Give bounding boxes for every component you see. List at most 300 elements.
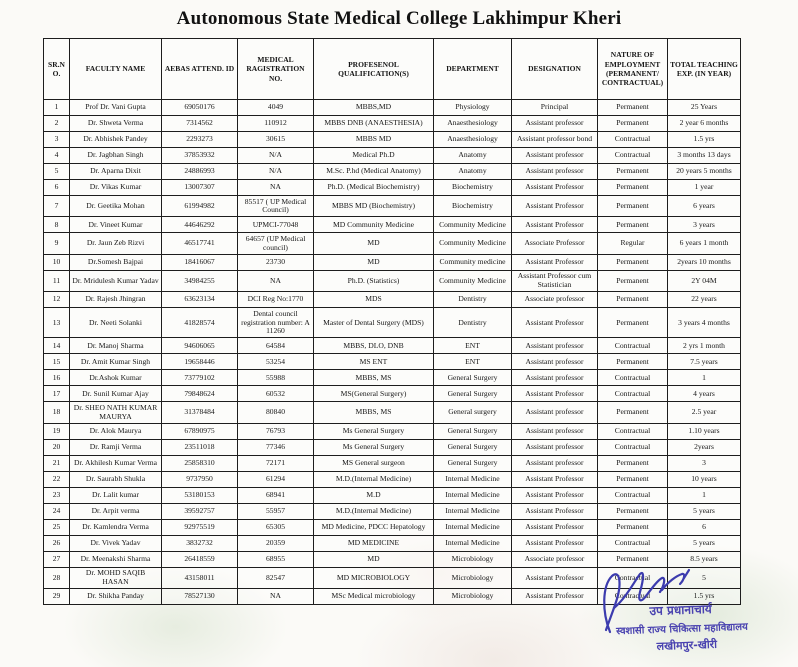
cell-faculty-name: Dr. Kamlendra Verma <box>70 519 162 535</box>
cell-aebas-id: 25858310 <box>162 455 238 471</box>
cell-teaching-exp: 2 yrs 1 month <box>668 338 741 354</box>
cell-faculty-name: Dr. Alok Maurya <box>70 423 162 439</box>
cell-employment-nature: Contractual <box>598 338 668 354</box>
cell-aebas-id: 92975519 <box>162 519 238 535</box>
page-title: Autonomous State Medical College Lakhimpur Kheri <box>176 8 622 29</box>
cell-qualification: M.D.(Internal Medicine) <box>314 471 434 487</box>
cell-qualification: MD <box>314 551 434 567</box>
cell-qualification: MS General surgeon <box>314 455 434 471</box>
cell-designation: Assistant Professor <box>512 589 598 605</box>
cell-aebas-id: 13007307 <box>162 180 238 196</box>
cell-department: Community Medicine <box>434 217 512 233</box>
cell-faculty-name: Dr.Ashok Kumar <box>70 370 162 386</box>
cell-qualification: Ph.D. (Statistics) <box>314 270 434 291</box>
cell-department: ENT <box>434 354 512 370</box>
cell-aebas-id: 9737950 <box>162 471 238 487</box>
cell-designation: Assistant professor <box>512 370 598 386</box>
cell-faculty-name: Prof Dr. Vani Gupta <box>70 100 162 116</box>
table-row <box>44 423 741 439</box>
cell-employment-nature: Permanent <box>598 180 668 196</box>
table-row <box>44 217 741 233</box>
cell-medical-reg-no: N/A <box>238 164 314 180</box>
table-row <box>44 503 741 519</box>
cell-employment-nature: Permanent <box>598 196 668 217</box>
cell-teaching-exp: 2.5 year <box>668 402 741 423</box>
cell-teaching-exp: 1 <box>668 487 741 503</box>
cell-employment-nature: Contractual <box>598 370 668 386</box>
cell-sr-no: 1 <box>44 100 70 116</box>
table-row <box>44 100 741 116</box>
cell-sr-no: 29 <box>44 589 70 605</box>
cell-aebas-id: 31378484 <box>162 402 238 423</box>
cell-teaching-exp: 8.5 years <box>668 551 741 567</box>
cell-designation: Assistant Professor <box>512 254 598 270</box>
cell-aebas-id: 37853932 <box>162 148 238 164</box>
cell-medical-reg-no: 64657 (UP Medical council) <box>238 233 314 254</box>
cell-medical-reg-no: 68941 <box>238 487 314 503</box>
cell-teaching-exp: 25 Years <box>668 100 741 116</box>
cell-faculty-name: Dr. Vineet Kumar <box>70 217 162 233</box>
cell-employment-nature: Permanent <box>598 471 668 487</box>
cell-designation: Assistant Professor <box>512 217 598 233</box>
cell-qualification: MD Medicine, PDCC Hepatology <box>314 519 434 535</box>
cell-qualification: M.D <box>314 487 434 503</box>
cell-teaching-exp: 22 years <box>668 292 741 308</box>
cell-aebas-id: 73779102 <box>162 370 238 386</box>
table-row <box>44 233 741 254</box>
cell-department: Anatomy <box>434 164 512 180</box>
cell-employment-nature: Permanent <box>598 551 668 567</box>
cell-department: General surgery <box>434 402 512 423</box>
cell-teaching-exp: 1.5 yrs <box>668 132 741 148</box>
cell-qualification: MD MEDICINE <box>314 535 434 551</box>
cell-department: Microbiology <box>434 567 512 588</box>
cell-employment-nature: Contractual <box>598 589 668 605</box>
cell-department: Community Medicine <box>434 233 512 254</box>
cell-teaching-exp: 3 <box>668 455 741 471</box>
cell-designation: Assistant professor <box>512 354 598 370</box>
cell-aebas-id: 19658446 <box>162 354 238 370</box>
cell-aebas-id: 2293273 <box>162 132 238 148</box>
cell-medical-reg-no: Dental council registration number: A 11260 <box>238 308 314 338</box>
cell-medical-reg-no: 55957 <box>238 503 314 519</box>
table-row <box>44 519 741 535</box>
cell-aebas-id: 79848624 <box>162 386 238 402</box>
cell-sr-no: 21 <box>44 455 70 471</box>
cell-teaching-exp: 2Y 04M <box>668 270 741 291</box>
cell-medical-reg-no: 60532 <box>238 386 314 402</box>
cell-teaching-exp: 5 <box>668 567 741 588</box>
cell-qualification: MS ENT <box>314 354 434 370</box>
cell-teaching-exp: 3 years <box>668 217 741 233</box>
cell-faculty-name: Dr. Jaun Zeb Rizvi <box>70 233 162 254</box>
cell-designation: Assistant professor <box>512 439 598 455</box>
table-row <box>44 471 741 487</box>
cell-medical-reg-no: 4049 <box>238 100 314 116</box>
cell-faculty-name: Dr. Rajesh Jhingran <box>70 292 162 308</box>
cell-aebas-id: 34984255 <box>162 270 238 291</box>
table-row <box>44 148 741 164</box>
cell-medical-reg-no: UPMCI-77048 <box>238 217 314 233</box>
cell-designation: Assistant Professor <box>512 471 598 487</box>
table-row <box>44 292 741 308</box>
table-row <box>44 386 741 402</box>
cell-sr-no: 19 <box>44 423 70 439</box>
cell-faculty-name: Dr. Ramji Verma <box>70 439 162 455</box>
table-row <box>44 370 741 386</box>
stamp-line-college: स्वशासी राज्य चिकित्सा महाविद्यालय <box>615 621 749 638</box>
cell-sr-no: 27 <box>44 551 70 567</box>
cell-faculty-name: Dr. Jagbhan Singh <box>70 148 162 164</box>
cell-medical-reg-no: NA <box>238 180 314 196</box>
cell-medical-reg-no: N/A <box>238 148 314 164</box>
cell-department: General Surgery <box>434 386 512 402</box>
cell-aebas-id: 39592757 <box>162 503 238 519</box>
cell-qualification: Medical Ph.D <box>314 148 434 164</box>
cell-sr-no: 25 <box>44 519 70 535</box>
cell-qualification: MBBS DNB (ANAESTHESIA) <box>314 116 434 132</box>
cell-employment-nature: Contractual <box>598 148 668 164</box>
cell-medical-reg-no: 68955 <box>238 551 314 567</box>
cell-employment-nature: Permanent <box>598 164 668 180</box>
cell-designation: Assistant Professor <box>512 196 598 217</box>
cell-faculty-name: Dr. Aparna Dixit <box>70 164 162 180</box>
cell-employment-nature: Permanent <box>598 292 668 308</box>
cell-employment-nature: Permanent <box>598 455 668 471</box>
cell-designation: Principal <box>512 100 598 116</box>
cell-employment-nature: Permanent <box>598 217 668 233</box>
cell-employment-nature: Contractual <box>598 386 668 402</box>
cell-teaching-exp: 5 years <box>668 535 741 551</box>
cell-faculty-name: Dr. Sunil Kumar Ajay <box>70 386 162 402</box>
table-row <box>44 116 741 132</box>
cell-designation: Assistant professor <box>512 402 598 423</box>
cell-designation: Assistant professor <box>512 148 598 164</box>
cell-sr-no: 12 <box>44 292 70 308</box>
table-row <box>44 338 741 354</box>
cell-employment-nature: Contractual <box>598 535 668 551</box>
cell-qualification: MBBS, MS <box>314 402 434 423</box>
cell-medical-reg-no: 53254 <box>238 354 314 370</box>
cell-qualification: MSc Medical microbiology <box>314 589 434 605</box>
cell-designation: Associate professor <box>512 551 598 567</box>
cell-faculty-name: Dr. Shweta Verma <box>70 116 162 132</box>
cell-sr-no: 22 <box>44 471 70 487</box>
cell-aebas-id: 24886993 <box>162 164 238 180</box>
cell-teaching-exp: 5 years <box>668 503 741 519</box>
cell-faculty-name: Dr. Neeti Solanki <box>70 308 162 338</box>
cell-qualification: MBBS MD (Biochemistry) <box>314 196 434 217</box>
cell-designation: Assistant professor <box>512 455 598 471</box>
cell-employment-nature: Permanent <box>598 254 668 270</box>
cell-teaching-exp: 1 year <box>668 180 741 196</box>
cell-designation: Assistant professor <box>512 116 598 132</box>
cell-qualification: Ms General Surgery <box>314 423 434 439</box>
signature-stamp-block <box>588 568 798 667</box>
table-row <box>44 180 741 196</box>
cell-qualification: MBBS,MD <box>314 100 434 116</box>
cell-department: Anatomy <box>434 148 512 164</box>
cell-aebas-id: 94606065 <box>162 338 238 354</box>
cell-medical-reg-no: 30615 <box>238 132 314 148</box>
cell-designation: Assistant Professor <box>512 567 598 588</box>
cell-faculty-name: Dr. Shikha Panday <box>70 589 162 605</box>
cell-aebas-id: 67890975 <box>162 423 238 439</box>
table-row <box>44 535 741 551</box>
cell-department: Internal Medicine <box>434 519 512 535</box>
faculty-table-body <box>44 100 741 605</box>
cell-designation: Associate professor <box>512 292 598 308</box>
cell-sr-no: 18 <box>44 402 70 423</box>
cell-medical-reg-no: 80840 <box>238 402 314 423</box>
table-row <box>44 254 741 270</box>
cell-sr-no: 13 <box>44 308 70 338</box>
cell-faculty-name: Dr. Geetika Mohan <box>70 196 162 217</box>
cell-department: Internal Medicine <box>434 487 512 503</box>
cell-designation: Assistant Professor cum Statistician <box>512 270 598 291</box>
cell-sr-no: 15 <box>44 354 70 370</box>
cell-department: Dentistry <box>434 308 512 338</box>
cell-teaching-exp: 7.5 years <box>668 354 741 370</box>
cell-designation: Assistant Professor <box>512 519 598 535</box>
cell-employment-nature: Contractual <box>598 487 668 503</box>
cell-teaching-exp: 2years 10 months <box>668 254 741 270</box>
cell-medical-reg-no: NA <box>238 589 314 605</box>
cell-aebas-id: 7314562 <box>162 116 238 132</box>
cell-aebas-id: 78527130 <box>162 589 238 605</box>
cell-department: Biochemistry <box>434 196 512 217</box>
col-header-department: DEPARTMENT <box>434 39 512 100</box>
cell-medical-reg-no: DCI Reg No:1770 <box>238 292 314 308</box>
table-row <box>44 196 741 217</box>
table-row <box>44 551 741 567</box>
cell-medical-reg-no: 72171 <box>238 455 314 471</box>
cell-faculty-name: Dr. Meenakshi Sharma <box>70 551 162 567</box>
cell-qualification: MDS <box>314 292 434 308</box>
col-header-employment-nature: NATURE OF EMPLOYMENT (PERMANENT/ CONTRACTUAL) <box>598 39 668 100</box>
cell-medical-reg-no: 76793 <box>238 423 314 439</box>
cell-qualification: Ph.D. (Medical Biochemistry) <box>314 180 434 196</box>
faculty-table <box>43 38 741 605</box>
stamp-line-place: लखीमपुर-खीरी <box>656 637 718 653</box>
cell-designation: Assistant Professor <box>512 386 598 402</box>
cell-designation: Assistant Professor <box>512 503 598 519</box>
cell-qualification: Master of Dental Surgery (MDS) <box>314 308 434 338</box>
cell-designation: Assistant Professor <box>512 535 598 551</box>
table-row <box>44 308 741 338</box>
cell-sr-no: 24 <box>44 503 70 519</box>
cell-medical-reg-no: 23730 <box>238 254 314 270</box>
cell-teaching-exp: 20 years 5 months <box>668 164 741 180</box>
cell-employment-nature: Permanent <box>598 308 668 338</box>
cell-sr-no: 2 <box>44 116 70 132</box>
cell-sr-no: 8 <box>44 217 70 233</box>
cell-aebas-id: 23511018 <box>162 439 238 455</box>
cell-department: Microbiology <box>434 589 512 605</box>
cell-qualification: MBBS MD <box>314 132 434 148</box>
table-row <box>44 164 741 180</box>
table-row <box>44 455 741 471</box>
cell-teaching-exp: 1.10 years <box>668 423 741 439</box>
cell-sr-no: 5 <box>44 164 70 180</box>
cell-sr-no: 16 <box>44 370 70 386</box>
cell-aebas-id: 69050176 <box>162 100 238 116</box>
table-row <box>44 354 741 370</box>
cell-employment-nature: Contractual <box>598 439 668 455</box>
cell-sr-no: 11 <box>44 270 70 291</box>
cell-aebas-id: 63623134 <box>162 292 238 308</box>
cell-employment-nature: Permanent <box>598 270 668 291</box>
table-row <box>44 270 741 291</box>
cell-designation: Assistant professor <box>512 164 598 180</box>
cell-medical-reg-no: 77346 <box>238 439 314 455</box>
col-header-medical-reg-no: MEDICAL RAGISTRATION NO. <box>238 39 314 100</box>
cell-teaching-exp: 3 months 13 days <box>668 148 741 164</box>
cell-department: Dentistry <box>434 292 512 308</box>
faculty-table-header <box>44 39 741 100</box>
cell-department: Community medicine <box>434 254 512 270</box>
cell-teaching-exp: 2years <box>668 439 741 455</box>
col-header-teaching-exp: TOTAL TEACHING EXP. (IN YEAR) <box>668 39 741 100</box>
cell-teaching-exp: 1.5 yrs <box>668 589 741 605</box>
cell-qualification: MD <box>314 233 434 254</box>
cell-teaching-exp: 6 <box>668 519 741 535</box>
cell-department: Biochemistry <box>434 180 512 196</box>
col-header-aebas-id: AEBAS ATTEND. ID <box>162 39 238 100</box>
cell-department: Internal Medicine <box>434 503 512 519</box>
table-row <box>44 439 741 455</box>
cell-designation: Assistant professor <box>512 338 598 354</box>
cell-faculty-name: Dr.Somesh Bajpai <box>70 254 162 270</box>
cell-faculty-name: Dr. Amit Kumar Singh <box>70 354 162 370</box>
cell-qualification: Ms General Surgery <box>314 439 434 455</box>
col-header-qualification: PROFESENOL QUALIFICATION(S) <box>314 39 434 100</box>
cell-employment-nature: Permanent <box>598 116 668 132</box>
cell-medical-reg-no: 20359 <box>238 535 314 551</box>
cell-faculty-name: Dr. SHEO NATH KUMAR MAURYA <box>70 402 162 423</box>
cell-medical-reg-no: 61294 <box>238 471 314 487</box>
cell-qualification: MD MICROBIOLOGY <box>314 567 434 588</box>
cell-sr-no: 10 <box>44 254 70 270</box>
cell-qualification: MBBS, DLO, DNB <box>314 338 434 354</box>
table-row <box>44 132 741 148</box>
cell-faculty-name: Dr. Vikas Kumar <box>70 180 162 196</box>
cell-medical-reg-no: NA <box>238 270 314 291</box>
cell-employment-nature: Permanent <box>598 100 668 116</box>
cell-qualification: MD <box>314 254 434 270</box>
cell-aebas-id: 44646292 <box>162 217 238 233</box>
cell-faculty-name: Dr. Abhishek Pandey <box>70 132 162 148</box>
cell-medical-reg-no: 85517 ( UP Medical Council) <box>238 196 314 217</box>
cell-teaching-exp: 6 years <box>668 196 741 217</box>
cell-aebas-id: 61994982 <box>162 196 238 217</box>
cell-qualification: MD Community Medicine <box>314 217 434 233</box>
cell-faculty-name: Dr. Arpit verma <box>70 503 162 519</box>
cell-sr-no: 28 <box>44 567 70 588</box>
cell-faculty-name: Dr. Lalit kumar <box>70 487 162 503</box>
cell-department: Anaesthesiology <box>434 116 512 132</box>
cell-teaching-exp: 2 year 6 months <box>668 116 741 132</box>
cell-sr-no: 3 <box>44 132 70 148</box>
cell-designation: Associate Professor <box>512 233 598 254</box>
cell-teaching-exp: 4 years <box>668 386 741 402</box>
cell-department: General Surgery <box>434 439 512 455</box>
cell-medical-reg-no: 55988 <box>238 370 314 386</box>
cell-designation: Assistant Professor <box>512 308 598 338</box>
cell-department: Microbiology <box>434 551 512 567</box>
cell-employment-nature: Permanent <box>598 354 668 370</box>
cell-aebas-id: 43158011 <box>162 567 238 588</box>
cell-faculty-name: Dr. Manoj Sharma <box>70 338 162 354</box>
cell-aebas-id: 26418559 <box>162 551 238 567</box>
table-row <box>44 487 741 503</box>
cell-employment-nature: Permanent <box>598 402 668 423</box>
cell-aebas-id: 3832732 <box>162 535 238 551</box>
cell-sr-no: 14 <box>44 338 70 354</box>
cell-aebas-id: 18416067 <box>162 254 238 270</box>
cell-designation: Assistant Professor <box>512 180 598 196</box>
cell-department: Internal Medicine <box>434 471 512 487</box>
cell-faculty-name: Dr. MOHD SAQIB HASAN <box>70 567 162 588</box>
cell-department: Physiology <box>434 100 512 116</box>
cell-faculty-name: Dr. Mridulesh Kumar Yadav <box>70 270 162 291</box>
header-row <box>44 39 741 100</box>
cell-medical-reg-no: 110912 <box>238 116 314 132</box>
cell-department: General Surgery <box>434 455 512 471</box>
cell-aebas-id: 53180153 <box>162 487 238 503</box>
cell-department: ENT <box>434 338 512 354</box>
cell-sr-no: 4 <box>44 148 70 164</box>
cell-sr-no: 6 <box>44 180 70 196</box>
cell-department: General Surgery <box>434 423 512 439</box>
col-header-faculty-name: FACULTY NAME <box>70 39 162 100</box>
cell-sr-no: 17 <box>44 386 70 402</box>
cell-teaching-exp: 3 years 4 months <box>668 308 741 338</box>
cell-designation: Assistant professor bond <box>512 132 598 148</box>
cell-department: General Surgery <box>434 370 512 386</box>
cell-faculty-name: Dr. Vivek Yadav <box>70 535 162 551</box>
cell-sr-no: 26 <box>44 535 70 551</box>
cell-sr-no: 7 <box>44 196 70 217</box>
cell-qualification: M.D.(Internal Medicine) <box>314 503 434 519</box>
cell-medical-reg-no: 65305 <box>238 519 314 535</box>
cell-designation: Assistant Professor <box>512 487 598 503</box>
cell-teaching-exp: 10 years <box>668 471 741 487</box>
col-header-designation: DESIGNATION <box>512 39 598 100</box>
cell-employment-nature: Permanent <box>598 503 668 519</box>
cell-employment-nature: Regular <box>598 233 668 254</box>
cell-qualification: MBBS, MS <box>314 370 434 386</box>
cell-faculty-name: Dr. Saurabh Shukla <box>70 471 162 487</box>
cell-employment-nature: Contractual <box>598 132 668 148</box>
cell-employment-nature: Permanent <box>598 519 668 535</box>
cell-department: Community Medicine <box>434 270 512 291</box>
cell-faculty-name: Dr. Akhilesh Kumar Verma <box>70 455 162 471</box>
cell-aebas-id: 41828574 <box>162 308 238 338</box>
cell-department: Anaesthesiology <box>434 132 512 148</box>
cell-medical-reg-no: 82547 <box>238 567 314 588</box>
cell-medical-reg-no: 64584 <box>238 338 314 354</box>
cell-employment-nature: Contractual <box>598 567 668 588</box>
col-header-sr-no: SR.N O. <box>44 39 70 100</box>
cell-teaching-exp: 6 years 1 month <box>668 233 741 254</box>
cell-sr-no: 9 <box>44 233 70 254</box>
cell-qualification: MS(General Surgery) <box>314 386 434 402</box>
cell-sr-no: 23 <box>44 487 70 503</box>
cell-qualification: M.Sc. P.hd (Medical Anatomy) <box>314 164 434 180</box>
cell-employment-nature: Contractual <box>598 423 668 439</box>
stamp-line-designation: उप प्रधानाचार्य <box>649 601 712 619</box>
